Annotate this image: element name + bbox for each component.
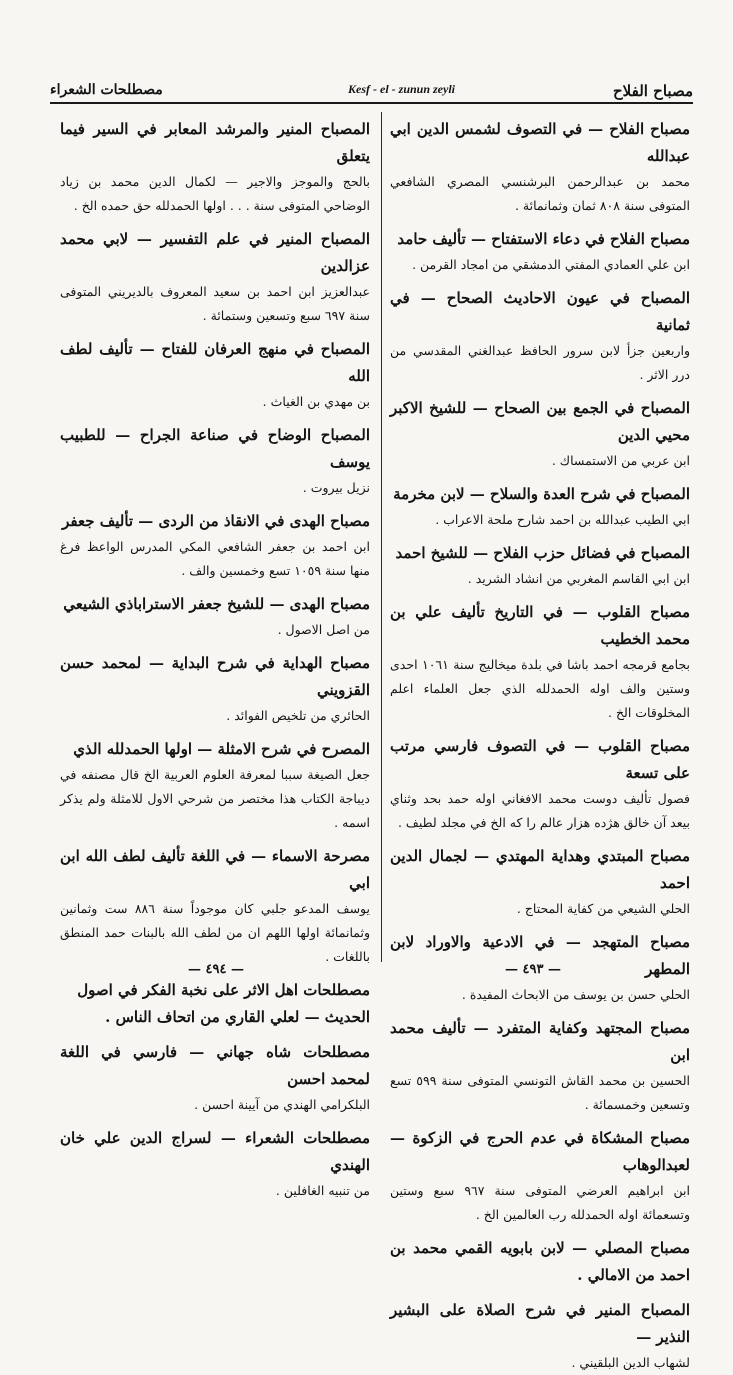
bibliography-entry — [60, 591, 370, 642]
entry-text: الحسين بن محمد القاش التونسي المتوفى سنة ٥٩٩ تسع وتسعين وخمسمائة . — [390, 1073, 690, 1112]
entry-heading: مصباح الهداية في شرح البداية — لمحمد حسن القزويني — [60, 654, 370, 699]
entry-text: ابن عربي من الاستمساك . — [551, 453, 690, 468]
entry-text: ابن ابراهيم العرضي المتوفى سنة ٩٦٧ سبع وستين وتسعمائة اوله الحمدلله رب العالمين الخ . — [390, 1183, 690, 1222]
bibliography-entry — [390, 733, 690, 835]
bibliography-entry — [60, 1039, 370, 1117]
entry-text: ابن احمد بن جعفر الشافعي المكي المدرس الواعظ فرغ منها سنة ١٠٥٩ تسع وخمسين والف . — [60, 539, 370, 578]
entry-heading: مصباح المجتهد وكفاية المتفرد — تأليف محمد ابن — [390, 1019, 690, 1064]
entry-heading: مصباح المشكاة في عدم الحرج في الزكوة — لعبدالوهاب — [390, 1129, 690, 1174]
entry-text: يوسف المدعو جلبي كان موجوداً سنة ٨٨٦ ست وثمانين وثمانمائة اولها اللهم ان من لطف الله بالبنات حمد المنطق باللغات . — [60, 901, 370, 964]
page-number-right: — ٤٩٣ — — [505, 962, 562, 977]
entry-text: الحائري من تلخيص الفوائد . — [226, 708, 370, 723]
bibliography-entry — [390, 285, 690, 387]
bibliography-entry — [390, 481, 690, 532]
entry-heading: مصباح المصلي — لابن بابويه القمي محمد بن احمد من الامالي . — [390, 1239, 690, 1284]
entry-heading: مصطلحات شاه جهاني — فارسي في اللغة لمحمد احسن — [60, 1043, 370, 1088]
column-divider — [381, 112, 382, 962]
entry-text: لشهاب الدين البلقيني . — [571, 1355, 690, 1370]
entry-text: محمد بن عبدالرحمن البرشنسي المصري الشافعي المتوفى سنة ٨٠٨ ثمان وثمانمائة . — [390, 174, 690, 213]
entry-text: ابي الطيب عبدالله بن احمد شارح ملحة الاعراب . — [435, 512, 690, 527]
entry-text: عبدالعزيز ابن احمد بن سعيد المعروف بالديريني المتوفى سنة ٦٩٧ سبع وتسعين وستمائة . — [60, 284, 370, 323]
bibliography-entry — [390, 1297, 690, 1375]
bibliography-entry — [60, 116, 370, 218]
running-head — [50, 80, 693, 104]
bibliography-entry — [390, 599, 690, 725]
entry-heading: المصباح الوضاح في صناعة الجراح — للطبيب يوسف — [60, 426, 370, 471]
entry-heading: مصباح المتهجد — في الادعية والاوراد لابن المطهر — [390, 933, 690, 978]
entry-text: الحلي الشيعي من كفاية المحتاج . — [516, 901, 690, 916]
entry-heading: المصباح المنير في شرح الصلاة على البشير النذير — — [390, 1301, 690, 1346]
bibliography-entry — [60, 1004, 370, 1031]
bibliography-entry — [390, 395, 690, 473]
entry-text: ابن ابي القاسم المغربي من انشاد الشريد . — [467, 571, 690, 586]
entry-heading: مصباح الهدى — للشيخ جعفر الاستراباذي الشيعي — [63, 595, 370, 613]
bibliography-entry — [390, 1125, 690, 1227]
entry-heading: مصطلحات اهل الاثر على نخبة الفكر في اصول — [77, 981, 370, 999]
entry-text: البلكرامي الهندي من آيينة احسن . — [194, 1097, 370, 1112]
entry-text: فصول تأليف دوست محمد الافغاني اوله حمد بحد وثناي بيعد آن خالق هژده هزار عالم را كه الخ في مجلد لطيف . — [390, 791, 690, 830]
bibliography-entry — [60, 508, 370, 583]
bibliography-entry — [60, 1125, 370, 1203]
entry-heading: مصباح المبتدي وهداية المهتدي — لجمال الدين احمد — [390, 847, 690, 892]
bibliography-entry — [60, 226, 370, 328]
entry-heading: المصباح في فضائل حزب الفلاح — للشيخ احمد — [395, 544, 690, 562]
entry-heading: المصباح في عيون الاحاديث الصحاح — في ثمانية — [390, 289, 690, 334]
entry-heading: الحديث — لعلي القاري من اتحاف الناس . — [105, 1008, 370, 1026]
bibliography-entry — [60, 843, 370, 969]
bibliography-entry — [390, 226, 690, 277]
entry-heading: المصباح في منهج العرفان للفتاح — تأليف لطف الله — [60, 340, 370, 385]
bibliography-entry — [60, 336, 370, 414]
entry-text: بالحج والموجز والاجير — لكمال الدين محمد بن زياد الوضاحي المتوفى سنة . . . اولها الحمدلله حق حمده الخ . — [60, 174, 370, 213]
running-head-left: مصطلحات الشعراء — [50, 82, 163, 98]
entry-heading: المصباح في شرح العدة والسلاح — لابن مخرمة — [393, 485, 690, 503]
bibliography-entry — [60, 977, 370, 1004]
entry-text: نزيل بيروت . — [302, 480, 370, 495]
entry-heading: مصباح القلوب — في التاريخ تأليف علي بن محمد الخطيب — [390, 603, 690, 648]
bibliography-entry — [60, 736, 370, 835]
entry-heading: المصباح المنير والمرشد المعابر في السير فيما يتعلق — [60, 120, 370, 165]
page-number-left: — ٤٩٤ — — [188, 962, 245, 977]
entry-heading: مصباح الهدى في الانقاذ من الردى — تأليف جعفر — [62, 512, 370, 530]
entry-heading: مصباح الفلاح في دعاء الاستفتاح — تأليف حامد — [397, 230, 690, 248]
running-head-right: مصباح الفلاح — [612, 82, 693, 100]
entry-text: واربعين جزأ لابن سرور الحافظ عبدالغني المقدسي من درر الاثر . — [390, 343, 690, 382]
entry-text: بن مهدي بن الغياث . — [262, 394, 370, 409]
entry-text: من تنبيه الغافلين . — [275, 1183, 370, 1198]
entry-heading: مصطلحات الشعراء — لسراج الدين علي خان الهندي — [60, 1129, 370, 1174]
entry-heading: مصباح الفلاح — في التصوف لشمس الدين ابي عبدالله — [390, 120, 690, 165]
bibliography-entry — [60, 650, 370, 728]
entry-heading: المصرح في شرح الامثلة — اولها الحمدلله الذي — [73, 740, 370, 758]
bibliography-entry — [60, 422, 370, 500]
entry-heading: مصباح القلوب — في التصوف فارسي مرتب على تسعة — [390, 737, 690, 782]
entry-heading: مصرحة الاسماء — في اللغة تأليف لطف الله ابن ابي — [60, 847, 370, 892]
entry-text: الحلي حسن بن يوسف من الابحاث المفيدة . — [461, 987, 690, 1002]
entry-heading: المصباح المنير في علم التفسير — لابي محمد عزالدين — [60, 230, 370, 275]
entry-text: جعل الصيغة سببا لمعرفة العلوم العربية الخ قال مصنفه في ديباجة الكتاب هذا مختصر من شرحي الاول للامثلة ولم يذكر اسمه . — [60, 767, 370, 830]
entry-text: بجامع قرمجه احمد باشا في بلدة ميخاليج سنة ١٠٦١ احدى وستين والف اوله الحمدلله الذي جعل العلماء اعلم المخلوقات الخ . — [390, 657, 690, 720]
entry-text: من اصل الاصول . — [277, 622, 370, 637]
bibliography-entry — [390, 1015, 690, 1117]
bibliography-entry — [390, 1235, 690, 1289]
bibliography-entry — [390, 843, 690, 921]
entry-heading: المصباح في الجمع بين الصحاح — للشيخ الاكبر محيي الدين — [390, 399, 690, 444]
bibliography-entry — [390, 116, 690, 218]
entry-text: ابن علي العمادي المفتي الدمشقي من امجاد القرمن . — [412, 257, 690, 272]
bibliography-entry — [390, 540, 690, 591]
running-head-center: Kesf - el - zunun zeyli — [348, 82, 456, 96]
